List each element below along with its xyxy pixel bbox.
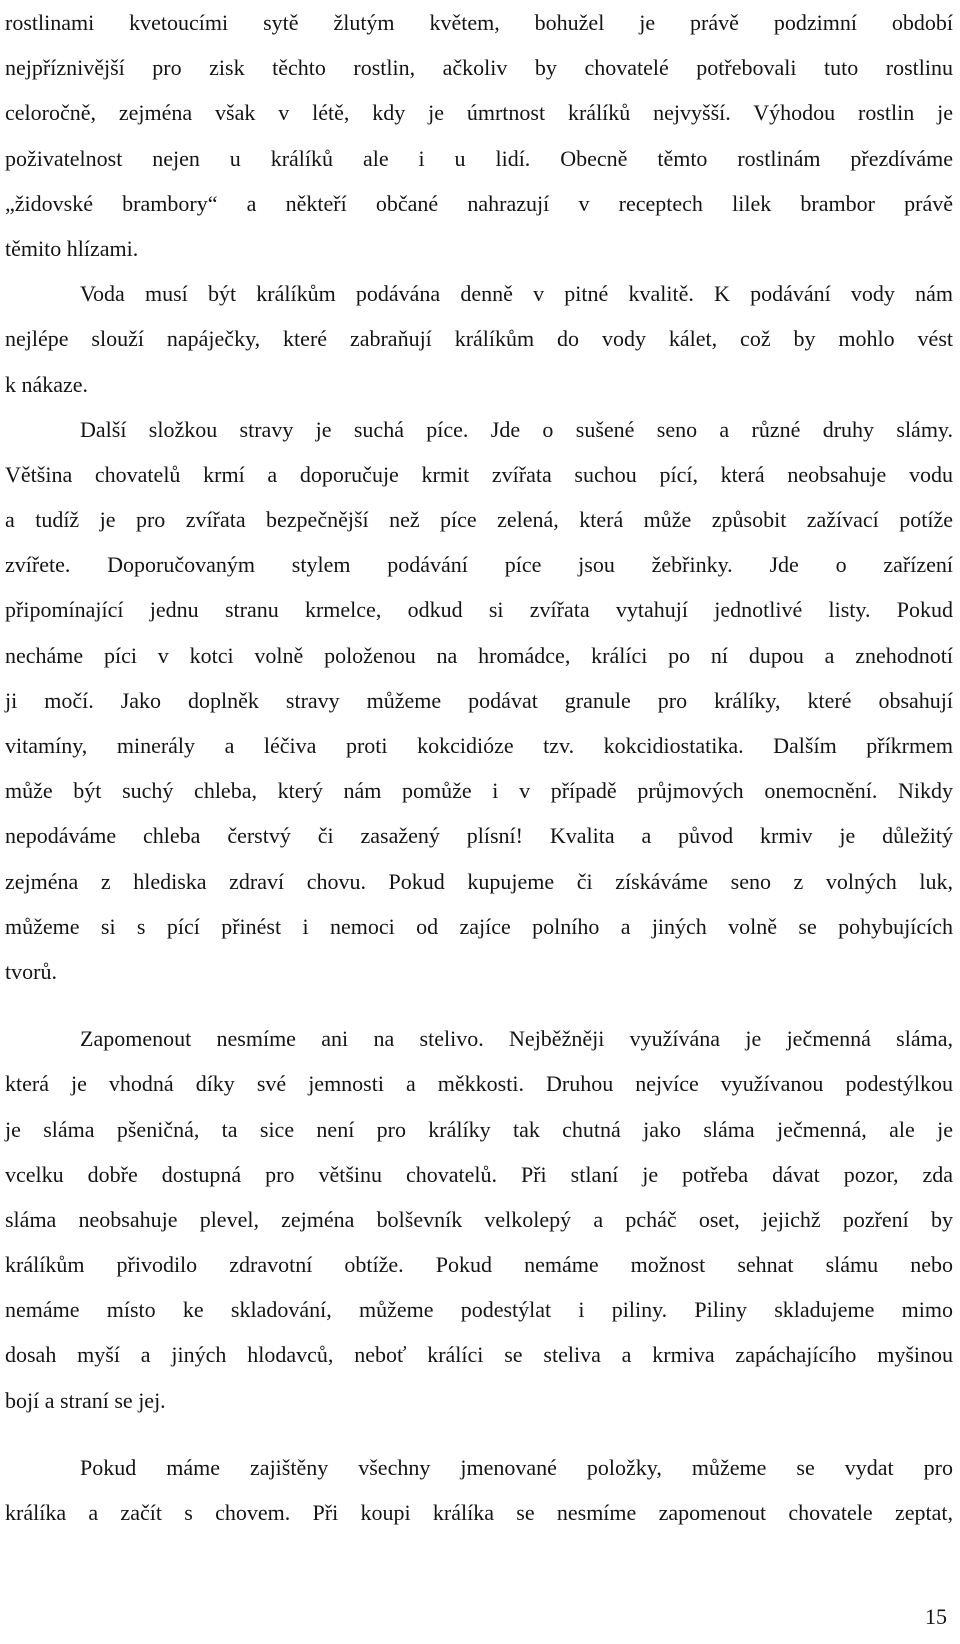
text-line: vcelku dobře dostupná pro většinu chovatelů. Při stlaní je potřeba dávat pozor, zda: [5, 1161, 953, 1187]
paragraph: [5, 407, 953, 994]
text-line: Pokud máme zajištěny všechny jmenované položky, můžeme se vydat pro: [80, 1454, 953, 1480]
text-line: dosah myší a jiných hlodavců, neboť králíci se steliva a krmiva zapáchajícího myšinou: [5, 1342, 953, 1368]
text-line: Voda musí být králíkům podávána denně v pitné kvalitě. K podávání vody nám: [80, 281, 953, 307]
text-line: bojí a straní se jej.: [5, 1387, 166, 1413]
text-line: a tudíž je pro zvířata bezpečnější než píce zelená, která může způsobit zažívací potíže: [5, 507, 953, 533]
text-line: poživatelnost nejen u králíků ale i u lidí. Obecně těmto rostlinám přezdíváme: [5, 145, 953, 171]
paragraph: [5, 0, 953, 271]
text-line: může být suchý chleba, který nám pomůže i v případě průjmových onemocnění. Nikdy: [5, 778, 953, 804]
text-line: je sláma pšeničná, ta sice není pro králíky tak chutná jako sláma ječmenná, ale je: [5, 1116, 953, 1142]
text-line: Další složkou stravy je suchá píce. Jde o sušené seno a různé druhy slámy.: [80, 416, 953, 442]
paragraph: [5, 1445, 953, 1535]
text-line: vitamíny, minerály a léčiva proti kokcidióze tzv. kokcidiostatika. Dalším příkrmem: [5, 733, 953, 758]
text-line: zvířete. Doporučovaným stylem podávání píce jsou žebřinky. Jde o zařízení: [5, 552, 953, 578]
text-line: nepodáváme chleba čerstvý či zasažený plísní! Kvalita a původ krmiv je důležitý: [5, 823, 953, 849]
text-line: Většina chovatelů krmí a doporučuje krmit zvířata suchou pící, která neobsahuje vodu: [5, 461, 953, 487]
text-line: sláma neobsahuje plevel, zejména bolševník velkolepý a pcháč oset, jejichž pozření by: [5, 1206, 953, 1232]
text-line: Zapomenout nesmíme ani na stelivo. Nejběžněji využívána je ječmenná sláma,: [80, 1026, 953, 1052]
paragraph: [5, 1016, 953, 1423]
text-line: „židovské brambory“ a někteří občané nahrazují v receptech lilek brambor právě: [5, 190, 953, 216]
text-line: necháme píci v kotci volně položenou na hromádce, králíci po ní dupou a znehodnotí: [5, 642, 953, 668]
text-line: celoročně, zejména však v létě, kdy je úmrtnost králíků nejvyšší. Výhodou rostlin je: [5, 100, 953, 126]
text-line: připomínající jednu stranu krmelce, odkud si zvířata vytahují jednotlivé listy. Pokud: [5, 597, 953, 623]
text-line: zejména z hlediska zdraví chovu. Pokud kupujeme či získáváme seno z volných luk,: [5, 868, 953, 894]
text-line: nemáme místo ke skladování, můžeme podestýlat i piliny. Piliny skladujeme mimo: [5, 1297, 953, 1323]
text-line: králíkům přivodilo zdravotní obtíže. Pokud nemáme možnost sehnat slámu nebo: [5, 1252, 953, 1278]
text-line: rostlinami kvetoucími sytě žlutým květem, bohužel je právě podzimní období: [5, 10, 953, 35]
text-line: která je vhodná díky své jemnosti a měkkosti. Druhou nejvíce využívanou podestýlkou: [5, 1071, 953, 1097]
text-line: tvorů.: [5, 958, 57, 984]
paragraph-gap: [5, 1423, 953, 1445]
body-text: [5, 0, 953, 1535]
text-line: nejlépe slouží napáječky, které zabraňují králíkům do vody kálet, což by mohlo vést: [5, 326, 953, 352]
paragraph: [5, 271, 953, 407]
paragraph-gap: [5, 994, 953, 1016]
text-line: ji močí. Jako doplněk stravy můžeme podávat granule pro králíky, které obsahují: [5, 687, 953, 713]
text-line: k nákaze.: [5, 371, 89, 397]
text-line: můžeme si s pící přinést i nemoci od zajíce polního a jiných volně se pohybujících: [5, 913, 953, 939]
page-number: 15: [925, 1604, 947, 1629]
text-line: těmito hlízami.: [5, 235, 139, 261]
text-line: nejpříznivější pro zisk těchto rostlin, ačkoliv by chovatelé potřebovali tuto rostlinu: [5, 55, 953, 81]
text-line: králíka a začít s chovem. Při koupi králíka se nesmíme zapomenout chovatele zeptat,: [5, 1500, 953, 1525]
